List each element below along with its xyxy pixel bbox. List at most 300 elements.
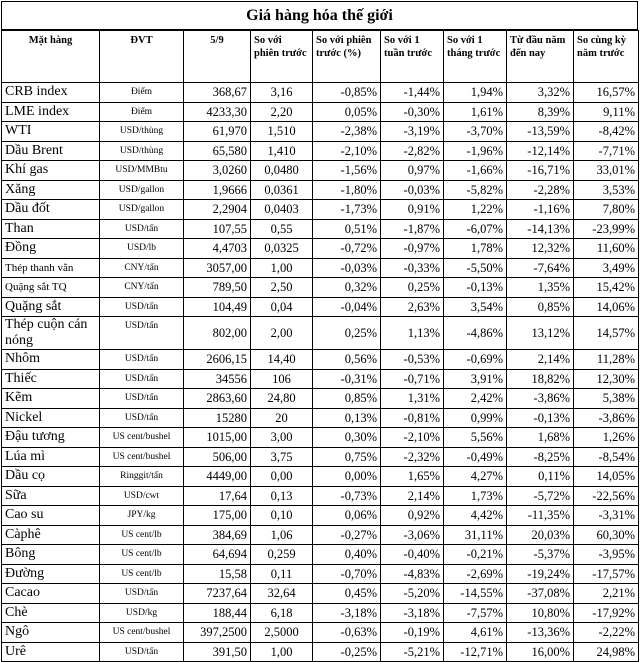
month-change-cell: -3,70% [444,122,507,142]
yoy-change-cell: 2,21% [574,584,639,604]
unit-cell: USD/tấn [100,317,184,350]
change-pct-cell: 0,32% [313,278,381,298]
table-row [2,122,639,142]
change-pct-cell: 0,05% [313,102,381,122]
week-change-cell: -0,19% [381,623,444,643]
table-row [2,486,639,506]
week-change-cell: -2,10% [381,428,444,448]
ytd-change-cell: 16,00% [507,642,574,662]
week-change-cell: -4,83% [381,564,444,584]
commodity-name: Thép thanh vằn [2,258,100,278]
change-cell: 24,80 [251,389,313,409]
month-change-cell: -14,55% [444,584,507,604]
month-change-cell: -0,49% [444,447,507,467]
price-cell: 17,64 [184,486,251,506]
yoy-change-cell: 12,30% [574,369,639,389]
change-cell: 6,18 [251,603,313,623]
table-row [2,102,639,122]
price-cell: 2863,60 [184,389,251,409]
unit-cell: Ringgit/tấn [100,467,184,487]
price-cell: 368,67 [184,83,251,103]
month-change-cell: -6,07% [444,219,507,239]
unit-cell: USD/lb [100,239,184,259]
ytd-change-cell: -37,08% [507,584,574,604]
price-cell: 4449,00 [184,467,251,487]
ytd-change-cell: 13,12% [507,317,574,350]
price-cell: 397,2500 [184,623,251,643]
table-body [2,83,639,662]
table-row [2,161,639,181]
yoy-change-cell: -22,56% [574,486,639,506]
month-change-cell: -5,82% [444,180,507,200]
commodity-name: Sữa [2,486,100,506]
month-change-cell: 4,42% [444,506,507,526]
unit-cell: US cent/bushel [100,447,184,467]
ytd-change-cell: -11,35% [507,506,574,526]
month-change-cell: -5,50% [444,258,507,278]
change-pct-cell: 0,56% [313,350,381,370]
ytd-change-cell: -3,86% [507,389,574,409]
table-row [2,564,639,584]
unit-cell: US cent/lb [100,545,184,565]
commodity-name: Đồng [2,239,100,259]
change-cell: 2,5000 [251,623,313,643]
week-change-cell: -3,06% [381,525,444,545]
change-pct-cell: 0,13% [313,408,381,428]
price-cell: 34556 [184,369,251,389]
change-cell: 1,00 [251,642,313,662]
week-change-cell: -2,32% [381,447,444,467]
commodity-name: Ngô [2,623,100,643]
change-cell: 0,0325 [251,239,313,259]
yoy-change-cell: -17,57% [574,564,639,584]
week-change-cell: 2,63% [381,297,444,317]
change-pct-cell: -0,63% [313,623,381,643]
ytd-change-cell: -5,72% [507,486,574,506]
table-row [2,141,639,161]
unit-cell: USD/MMBtu [100,161,184,181]
month-change-cell: -7,57% [444,603,507,623]
table-row [2,642,639,662]
price-cell: 4233,30 [184,102,251,122]
ytd-change-cell: -12,14% [507,141,574,161]
commodity-name: Xăng [2,180,100,200]
month-change-cell: 4,61% [444,623,507,643]
change-cell: 0,11 [251,564,313,584]
change-cell: 1,410 [251,141,313,161]
price-cell: 104,49 [184,297,251,317]
month-change-cell: -0,21% [444,545,507,565]
price-cell: 1015,00 [184,428,251,448]
ytd-change-cell: -1,16% [507,200,574,220]
unit-cell: USD/gallon [100,200,184,220]
week-change-cell: 0,97% [381,161,444,181]
table-row [2,219,639,239]
ytd-change-cell: 2,14% [507,350,574,370]
change-pct-cell: -2,10% [313,141,381,161]
week-change-cell: -0,33% [381,258,444,278]
commodity-name: Nhôm [2,350,100,370]
unit-cell: USD/cwt [100,486,184,506]
week-change-cell: -0,03% [381,180,444,200]
commodity-name: WTI [2,122,100,142]
month-change-cell: 4,27% [444,467,507,487]
commodity-name: Chè [2,603,100,623]
unit-cell: USD/tấn [100,350,184,370]
table-row [2,428,639,448]
table-row [2,83,639,103]
table-row [2,603,639,623]
table-row [2,623,639,643]
commodity-name: Đường [2,564,100,584]
month-change-cell: -2,69% [444,564,507,584]
unit-cell: US cent/bushel [100,428,184,448]
change-pct-cell: -0,03% [313,258,381,278]
ytd-change-cell: -0,13% [507,408,574,428]
month-change-cell: 31,11% [444,525,507,545]
price-cell: 789,50 [184,278,251,298]
commodity-name: Quặng sắt TQ [2,278,100,298]
yoy-change-cell: -3,31% [574,506,639,526]
header-change: So với phiên trước [251,31,313,83]
change-pct-cell: -0,31% [313,369,381,389]
unit-cell: USD/tấn [100,369,184,389]
price-cell: 175,00 [184,506,251,526]
yoy-change-cell: 7,80% [574,200,639,220]
ytd-change-cell: -8,25% [507,447,574,467]
header-week: So với 1 tuần trước [381,31,444,83]
month-change-cell: 3,91% [444,369,507,389]
change-pct-cell: 0,06% [313,506,381,526]
ytd-change-cell: 0,85% [507,297,574,317]
unit-cell: US cent/lb [100,564,184,584]
commodity-name: Than [2,219,100,239]
header-unit: ĐVT [100,31,184,83]
week-change-cell: -0,71% [381,369,444,389]
yoy-change-cell: 3,49% [574,258,639,278]
change-pct-cell: 0,30% [313,428,381,448]
week-change-cell: -3,18% [381,603,444,623]
change-pct-cell: -0,04% [313,297,381,317]
week-change-cell: -3,19% [381,122,444,142]
unit-cell: CNY/tấn [100,258,184,278]
commodity-name: Thiếc [2,369,100,389]
week-change-cell: 0,25% [381,278,444,298]
week-change-cell: 0,92% [381,506,444,526]
commodity-name: LME index [2,102,100,122]
change-cell: 0,00 [251,467,313,487]
table-row [2,258,639,278]
month-change-cell: -1,96% [444,141,507,161]
yoy-change-cell: 14,05% [574,467,639,487]
change-cell: 1,510 [251,122,313,142]
change-cell: 2,50 [251,278,313,298]
table-row [2,200,639,220]
table-row [2,467,639,487]
week-change-cell: -0,53% [381,350,444,370]
table-row [2,180,639,200]
month-change-cell: 0,99% [444,408,507,428]
change-pct-cell: 0,85% [313,389,381,409]
ytd-change-cell: 1,68% [507,428,574,448]
month-change-cell: -0,13% [444,278,507,298]
commodity-name: CRB index [2,83,100,103]
yoy-change-cell: 24,98% [574,642,639,662]
header-ytd: Từ đầu năm đến nay [507,31,574,83]
month-change-cell: 1,61% [444,102,507,122]
change-cell: 20 [251,408,313,428]
month-change-cell: -0,69% [444,350,507,370]
ytd-change-cell: 12,32% [507,239,574,259]
commodity-name: Lúa mì [2,447,100,467]
price-cell: 15280 [184,408,251,428]
unit-cell: USD/gallon [100,180,184,200]
table-title: Giá hàng hóa thế giới [1,1,638,30]
commodity-name: Cao su [2,506,100,526]
month-change-cell: -12,71% [444,642,507,662]
week-change-cell: -1,44% [381,83,444,103]
change-pct-cell: -3,18% [313,603,381,623]
unit-cell: JPY/kg [100,506,184,526]
change-pct-cell: -0,27% [313,525,381,545]
week-change-cell: -0,40% [381,545,444,565]
ytd-change-cell: -7,64% [507,258,574,278]
header-commodity: Mặt hàng [2,31,100,83]
change-cell: 32,64 [251,584,313,604]
commodity-name: Cacao [2,584,100,604]
change-pct-cell: 0,40% [313,545,381,565]
table-row [2,369,639,389]
price-cell: 506,00 [184,447,251,467]
ytd-change-cell: 3,32% [507,83,574,103]
unit-cell: USD/thùng [100,122,184,142]
yoy-change-cell: 1,26% [574,428,639,448]
commodity-name: Càphê [2,525,100,545]
ytd-change-cell: -19,24% [507,564,574,584]
commodity-name: Dầu Brent [2,141,100,161]
change-pct-cell: 0,51% [313,219,381,239]
unit-cell: USD/tấn [100,584,184,604]
yoy-change-cell: -3,86% [574,408,639,428]
yoy-change-cell: -7,71% [574,141,639,161]
unit-cell: USD/kg [100,603,184,623]
month-change-cell: -1,66% [444,161,507,181]
ytd-change-cell: 8,39% [507,102,574,122]
ytd-change-cell: 0,11% [507,467,574,487]
price-cell: 802,00 [184,317,251,350]
unit-cell: USD/tấn [100,297,184,317]
commodity-name: Kẽm [2,389,100,409]
change-cell: 0,0480 [251,161,313,181]
yoy-change-cell: 3,53% [574,180,639,200]
week-change-cell: -1,87% [381,219,444,239]
header-change-pct: So với phiên trước (%) [313,31,381,83]
table-row [2,408,639,428]
month-change-cell: 3,54% [444,297,507,317]
month-change-cell: 1,22% [444,200,507,220]
change-cell: 3,00 [251,428,313,448]
price-cell: 64,694 [184,545,251,565]
week-change-cell: -0,97% [381,239,444,259]
ytd-change-cell: -2,28% [507,180,574,200]
month-change-cell: 5,56% [444,428,507,448]
table-row [2,317,639,350]
unit-cell: USD/tấn [100,408,184,428]
change-pct-cell: -1,56% [313,161,381,181]
change-cell: 1,06 [251,525,313,545]
change-cell: 0,55 [251,219,313,239]
change-pct-cell: 0,75% [313,447,381,467]
change-cell: 1,00 [251,258,313,278]
month-change-cell: 1,94% [444,83,507,103]
table-row [2,545,639,565]
change-cell: 106 [251,369,313,389]
price-cell: 391,50 [184,642,251,662]
yoy-change-cell: 15,42% [574,278,639,298]
change-pct-cell: -1,80% [313,180,381,200]
week-change-cell: 2,14% [381,486,444,506]
price-cell: 65,580 [184,141,251,161]
ytd-change-cell: -13,36% [507,623,574,643]
change-pct-cell: -0,73% [313,486,381,506]
change-cell: 0,04 [251,297,313,317]
yoy-change-cell: 16,57% [574,83,639,103]
price-cell: 2606,15 [184,350,251,370]
price-cell: 7237,64 [184,584,251,604]
ytd-change-cell: 20,03% [507,525,574,545]
yoy-change-cell: 14,57% [574,317,639,350]
yoy-change-cell: -23,99% [574,219,639,239]
week-change-cell: 1,65% [381,467,444,487]
yoy-change-cell: 9,11% [574,102,639,122]
table-row [2,278,639,298]
change-cell: 14,40 [251,350,313,370]
change-cell: 0,0361 [251,180,313,200]
commodity-name: Thép cuộn cán nóng [2,317,100,350]
change-cell: 0,13 [251,486,313,506]
yoy-change-cell: 11,60% [574,239,639,259]
yoy-change-cell: -8,54% [574,447,639,467]
table-row [2,525,639,545]
header-price-date: 5/9 [184,31,251,83]
month-change-cell: 2,42% [444,389,507,409]
ytd-change-cell: -13,59% [507,122,574,142]
ytd-change-cell: 1,35% [507,278,574,298]
price-cell: 3,0260 [184,161,251,181]
change-pct-cell: -0,85% [313,83,381,103]
week-change-cell: -5,20% [381,584,444,604]
yoy-change-cell: 14,06% [574,297,639,317]
unit-cell: US cent/lb [100,525,184,545]
yoy-change-cell: -8,42% [574,122,639,142]
unit-cell: Điểm [100,102,184,122]
change-cell: 2,00 [251,317,313,350]
week-change-cell: -2,82% [381,141,444,161]
table-row [2,447,639,467]
change-pct-cell: -0,72% [313,239,381,259]
week-change-cell: 1,31% [381,389,444,409]
month-change-cell: 1,73% [444,486,507,506]
price-cell: 3057,00 [184,258,251,278]
table-row [2,584,639,604]
month-change-cell: 1,78% [444,239,507,259]
ytd-change-cell: 10,80% [507,603,574,623]
unit-cell: USD/tấn [100,642,184,662]
ytd-change-cell: 18,82% [507,369,574,389]
change-pct-cell: -0,25% [313,642,381,662]
month-change-cell: -4,86% [444,317,507,350]
table-row [2,389,639,409]
ytd-change-cell: -14,13% [507,219,574,239]
commodity-price-table [1,30,639,662]
change-pct-cell: -0,70% [313,564,381,584]
commodity-name: Quặng sắt [2,297,100,317]
header-month: So với 1 tháng trước [444,31,507,83]
change-cell: 3,75 [251,447,313,467]
change-cell: 0,0403 [251,200,313,220]
week-change-cell: 1,13% [381,317,444,350]
change-cell: 2,20 [251,102,313,122]
commodity-name: Dầu cọ [2,467,100,487]
change-cell: 3,16 [251,83,313,103]
change-pct-cell: 0,00% [313,467,381,487]
yoy-change-cell: 60,30% [574,525,639,545]
yoy-change-cell: -3,95% [574,545,639,565]
unit-cell: USD/tấn [100,389,184,409]
unit-cell: CNY/tấn [100,278,184,298]
change-pct-cell: 0,25% [313,317,381,350]
table-header-row [2,31,639,83]
table-row [2,239,639,259]
yoy-change-cell: -2,22% [574,623,639,643]
yoy-change-cell: 11,28% [574,350,639,370]
price-cell: 107,55 [184,219,251,239]
change-cell: 0,259 [251,545,313,565]
week-change-cell: -5,21% [381,642,444,662]
price-cell: 1,9666 [184,180,251,200]
change-pct-cell: -2,38% [313,122,381,142]
unit-cell: USD/tấn [100,219,184,239]
commodity-name: Dầu đốt [2,200,100,220]
commodity-name: Nickel [2,408,100,428]
week-change-cell: -0,30% [381,102,444,122]
header-yoy: So cùng kỳ năm trước [574,31,639,83]
unit-cell: Điểm [100,83,184,103]
unit-cell: US cent/bushel [100,623,184,643]
price-cell: 188,44 [184,603,251,623]
price-cell: 15,58 [184,564,251,584]
commodity-name: Bông [2,545,100,565]
commodity-name: Urê [2,642,100,662]
table-row [2,350,639,370]
change-pct-cell: -1,73% [313,200,381,220]
change-cell: 0,10 [251,506,313,526]
change-pct-cell: 0,45% [313,584,381,604]
price-cell: 61,970 [184,122,251,142]
week-change-cell: -0,81% [381,408,444,428]
table-row [2,297,639,317]
price-cell: 384,69 [184,525,251,545]
week-change-cell: 0,91% [381,200,444,220]
ytd-change-cell: -5,37% [507,545,574,565]
price-cell: 2,2904 [184,200,251,220]
yoy-change-cell: 33,01% [574,161,639,181]
ytd-change-cell: -16,71% [507,161,574,181]
table-row [2,506,639,526]
yoy-change-cell: -17,92% [574,603,639,623]
commodity-name: Đậu tương [2,428,100,448]
price-cell: 4,4703 [184,239,251,259]
